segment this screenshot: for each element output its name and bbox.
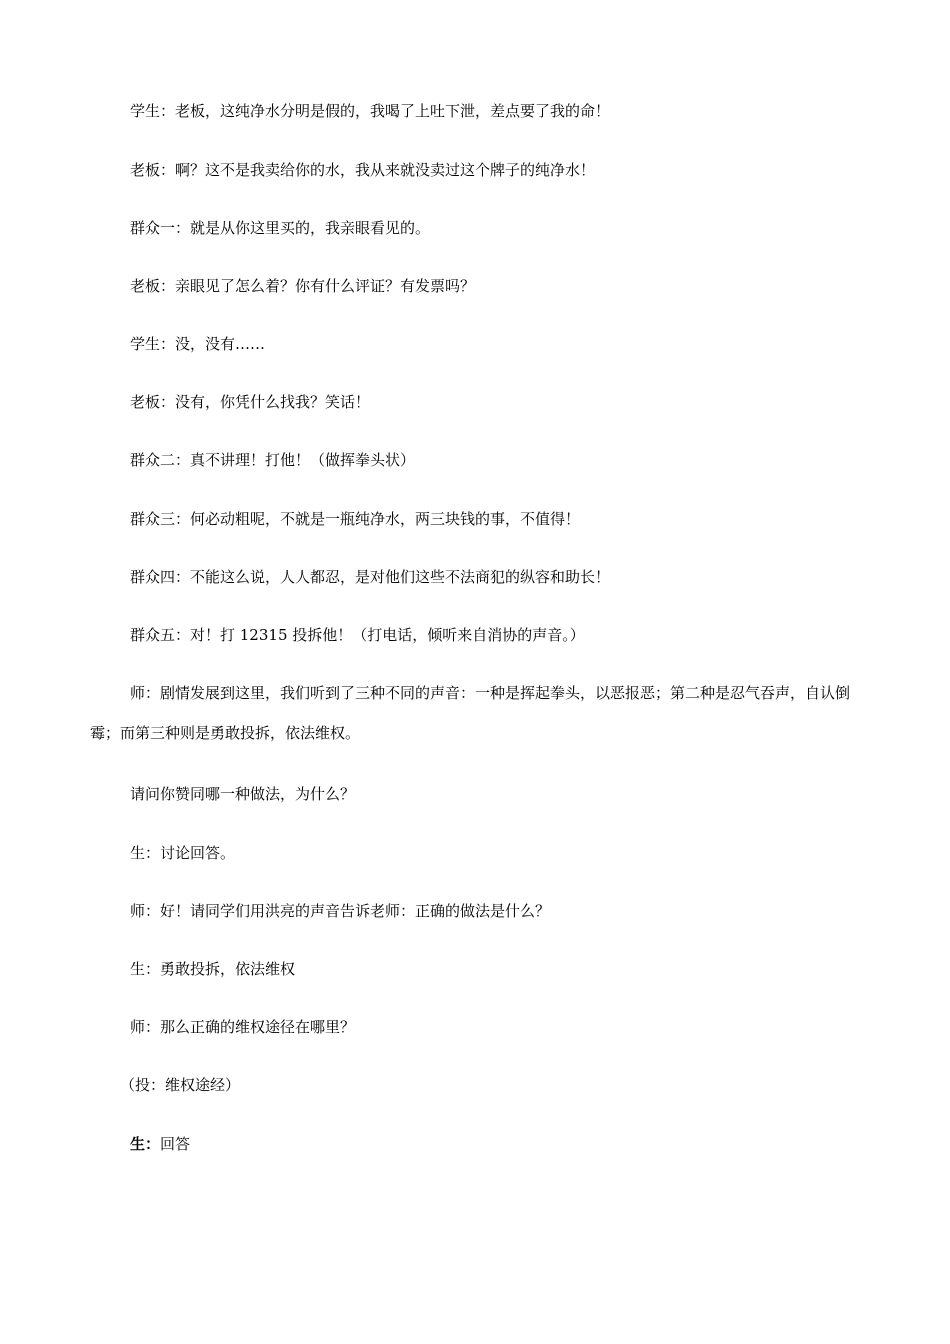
projection-note: （投：维权途经） [120,1076,241,1094]
dialogue-line-3: 群众一：就是从你这里买的，我亲眼看见的。 [130,219,431,237]
question-line: 请问你赞同哪一种做法，为什么？ [130,785,356,803]
dialogue-line-5: 学生：没，没有…… [130,335,266,353]
dialogue-line-9: 群众四：不能这么说，人人都忍，是对他们这些不法商犯的纵容和助长！ [130,568,611,586]
teacher-paragraph: 师：剧情发展到这里，我们听到了三种不同的声音：一种是挥起拳头，以恶报恶；第二种是忍气吞声，自认倒霉；而第三种则是勇敢投拆，依法维权。 [90,684,851,742]
dialogue-line-10: 群众五：对！打 12315 投拆他！（打电话，倾听来自消协的声音。） [130,626,585,644]
dialogue-line-4: 老板：亲眼见了怎么着？你有什么评证？有发票吗？ [130,277,476,295]
speaker-text: 回答 [160,1135,191,1153]
dialogue-line-16: 师：那么正确的维权途径在哪里？ [130,1018,356,1036]
dialogue-line-1: 学生：老板，这纯净水分明是假的，我喝了上吐下泄，差点要了我的命！ [130,102,611,120]
dialogue-line-2: 老板：啊？这不是我卖给你的水，我从来就没卖过这个牌子的纯净水！ [130,161,596,179]
speaker-label: 生： [130,1135,161,1153]
dialogue-line-last [90,1134,860,1154]
dialogue-line-15: 生：勇敢投拆，依法维权 [130,960,296,978]
dialogue-line-13: 生：讨论回答。 [130,844,236,862]
dialogue-line-8: 群众三：何必动粗呢，不就是一瓶纯净水，两三块钱的事，不值得！ [130,510,581,528]
dialogue-line-6: 老板：没有，你凭什么找我？笑话！ [130,393,371,411]
dialogue-line-7: 群众二：真不讲理！打他！（做挥拳头状） [130,451,416,469]
dialogue-line-14: 师：好！请同学们用洪亮的声音告诉老师：正确的做法是什么？ [130,902,551,920]
